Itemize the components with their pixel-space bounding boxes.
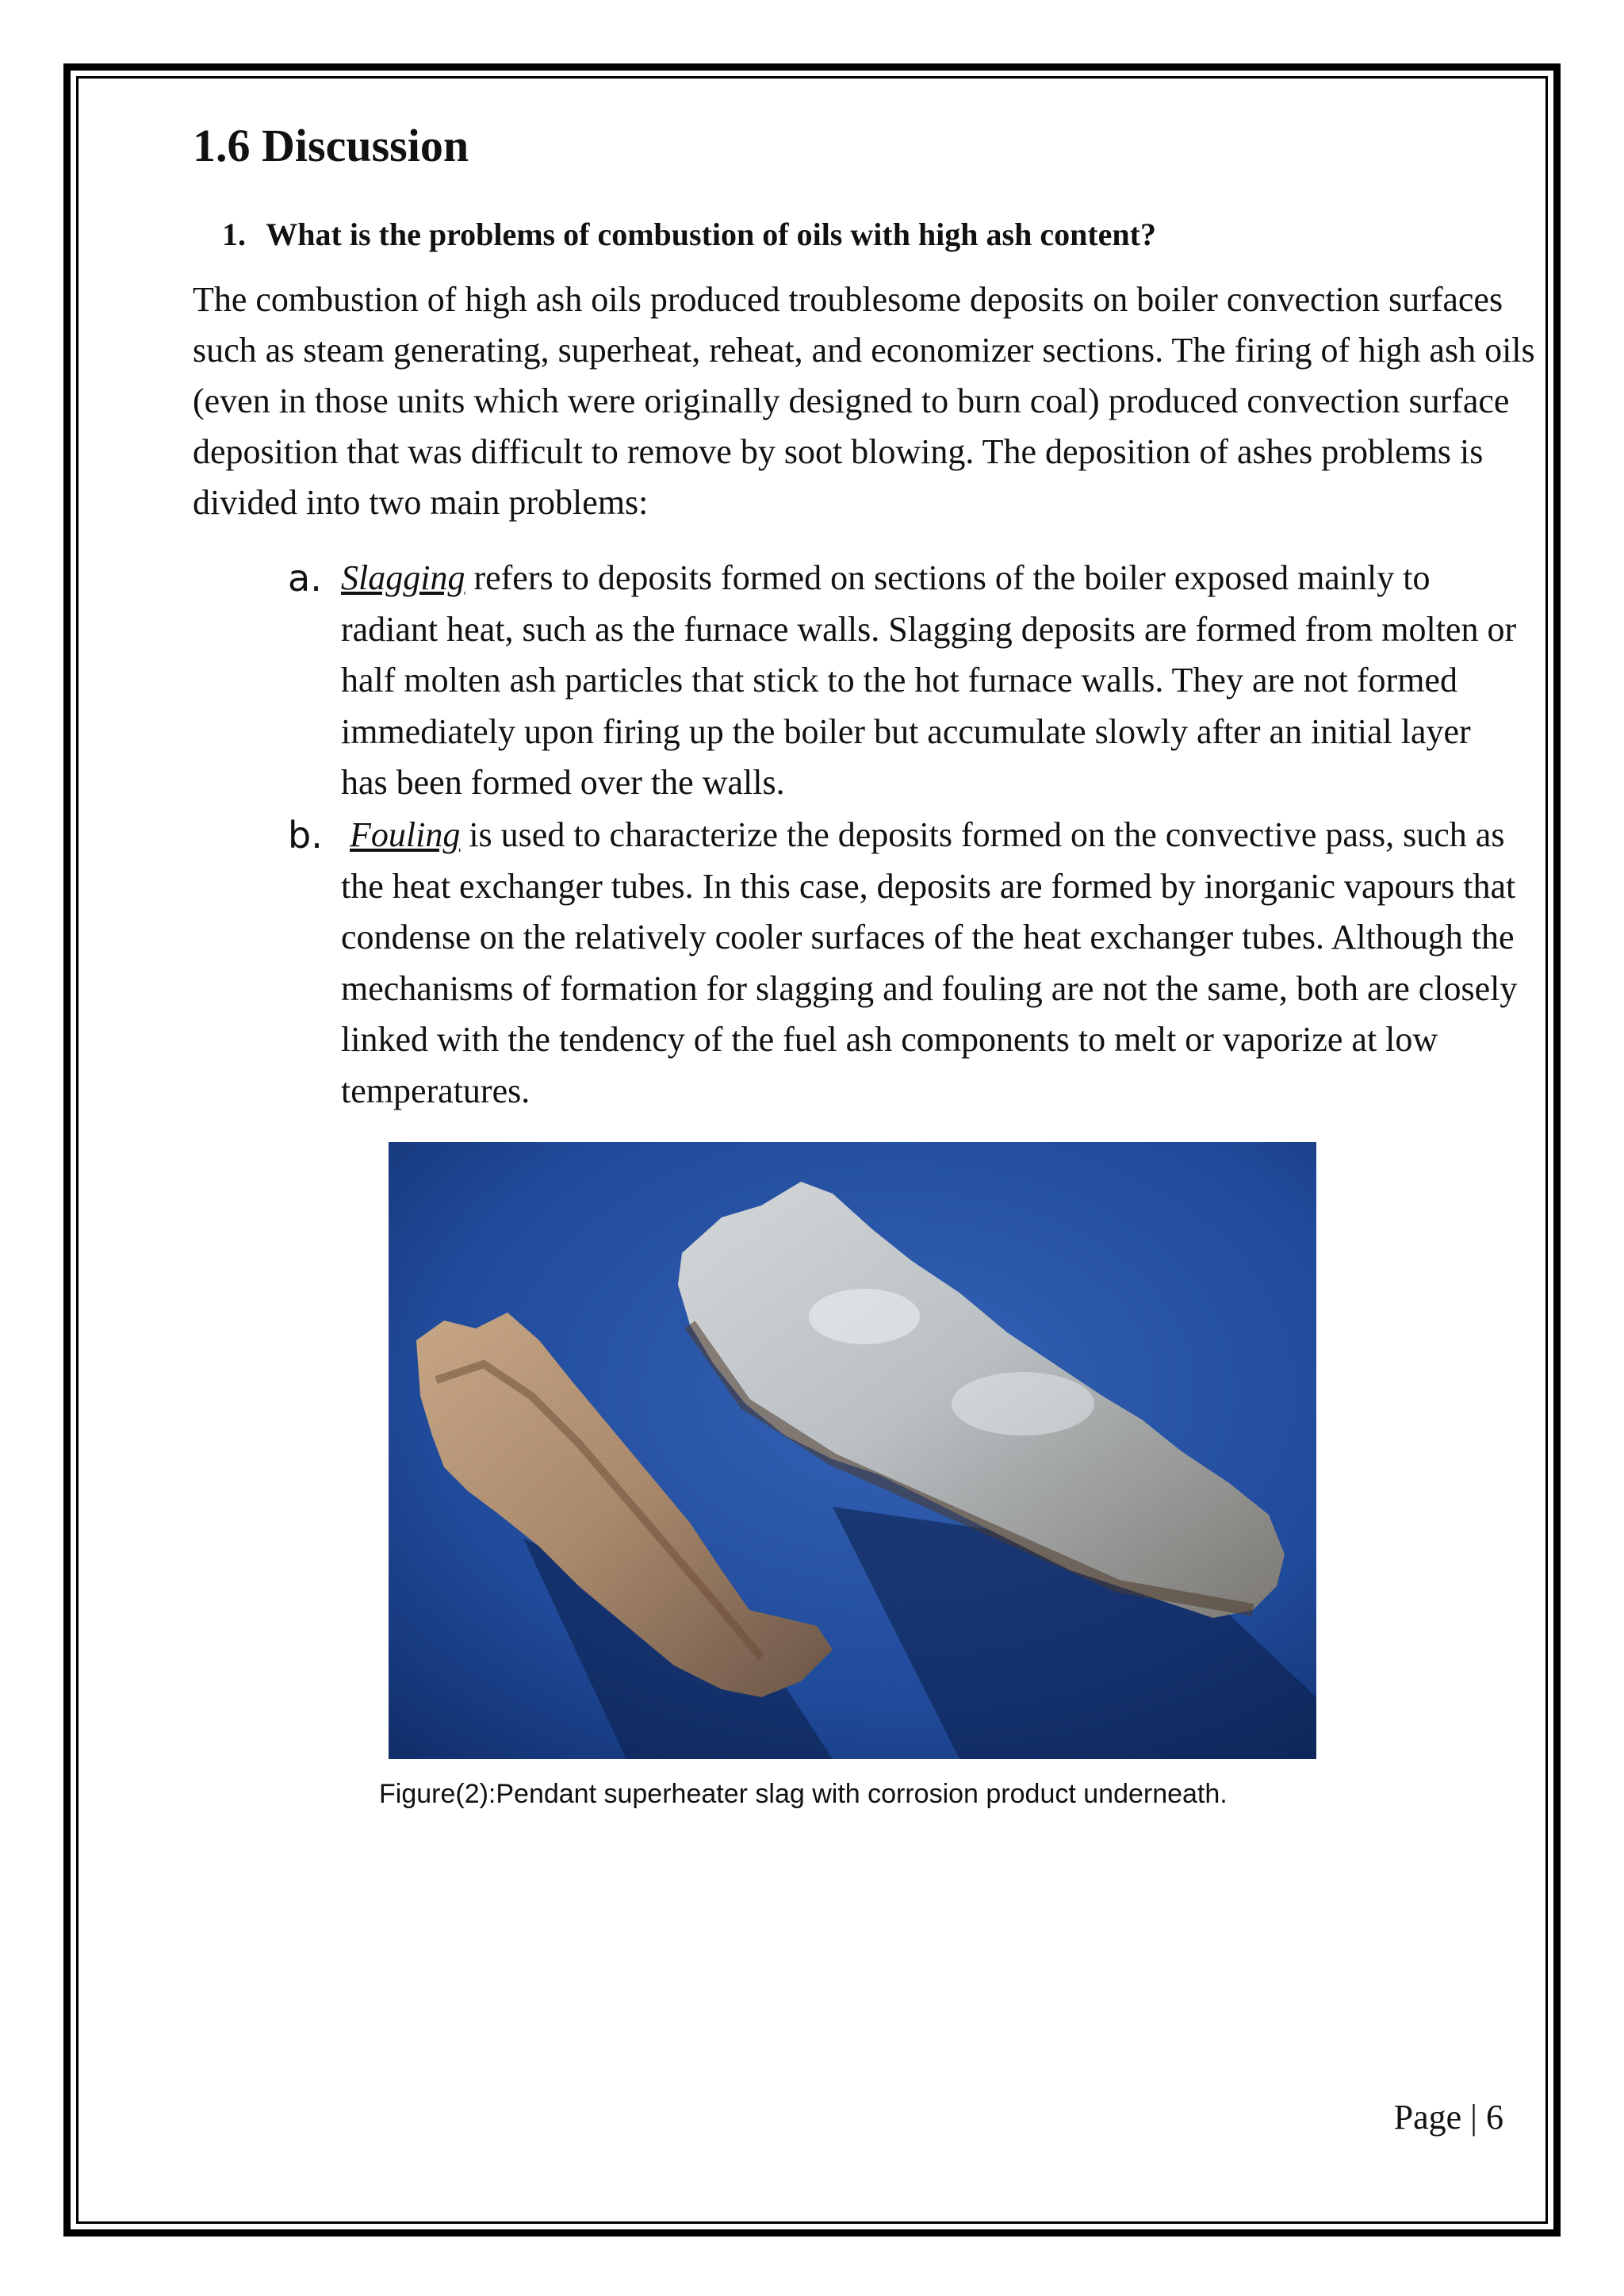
list-item-slagging (288, 553, 1525, 809)
list-item-fouling (288, 810, 1525, 1117)
list-item-text: is used to characterize the deposits formed on the convective pass, such as the heat exchanger tubes. In this case, deposits are formed by inorganic vapours that condense on the relatively cooler surfaces of the heat exchanger tubes. Although the mechanisms of formation for slagging and fouling are not the same, both are closely linked with the tendency of the fuel ash components to melt or vaporize at low temperatures. (341, 815, 1518, 1110)
question-heading (222, 213, 1156, 257)
list-item-body (341, 553, 1525, 809)
list-item-body (341, 810, 1525, 1117)
list-marker: a. (288, 557, 322, 600)
list-marker: b. (288, 814, 323, 857)
figure-slag-photo (389, 1142, 1316, 1759)
question-number: 1. (222, 217, 246, 252)
term-fouling: Fouling (350, 815, 461, 854)
section-title: 1.6 Discussion (193, 120, 469, 171)
intro-paragraph: The combustion of high ash oils produced troublesome deposits on boiler convection surfaces such as steam generating, superheat, reheat, and economizer sections. The firing of high ash oils (even in those units which were originally designed to burn coal) produced convection surface deposition that was difficult to remove by soot blowing. The deposition of ashes problems is divided into two main problems: (193, 280, 1535, 522)
list-item-text: refers to deposits formed on sections of the boiler exposed mainly to radiant heat, such as the furnace walls. Slagging deposits are formed from molten or half molten ash particles that stick to the hot furnace walls. They are not formed immediately upon firing up the boiler but accumulate slowly after an initial layer has been formed over the walls. (341, 558, 1517, 802)
term-slagging: Slagging (341, 558, 465, 597)
page-number: Page | 6 (1393, 2098, 1503, 2137)
question-text: What is the problems of combustion of oils with high ash content? (266, 217, 1156, 252)
figure-caption: Figure(2):Pendant superheater slag with corrosion product underneath. (379, 1779, 1228, 1809)
